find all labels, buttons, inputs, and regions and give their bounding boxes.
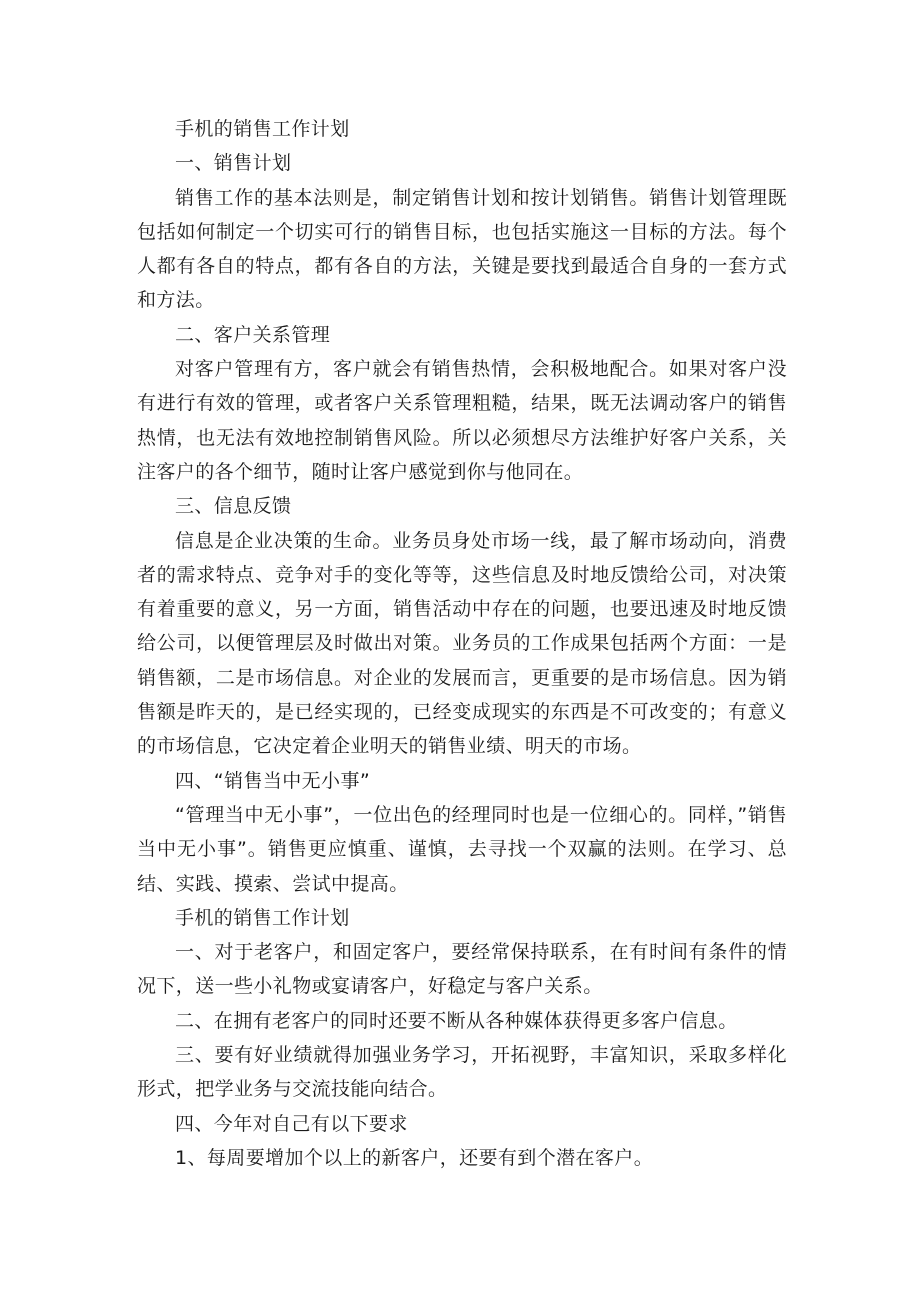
paragraph-sales-plan: 销售工作的基本法则是，制定销售计划和按计划销售。销售计划管理既包括如何制定一个切实可行的销售目标，也包括实施这一目标的方法。每个人都有各自的特点，都有各自的方法，关键是要找到最适合自身的一套方式和方法。 bbox=[137, 186, 787, 312]
paragraph-feedback: 信息是企业决策的生命。业务员身处市场一线，最了解市场动向，消费者的需求特点、竞争对手的变化等等，这些信息及时地反馈给公司，对决策有着重要的意义，另一方面，销售活动中存在的问题，也要迅速及时地反馈给公司，以便管理层及时做出对策。业务员的工作成果包括两个方面：一是销售额，二是市场信息。对企业的发展而言，更重要的是市场信息。因为销售额是昨天的，是已经实现的，已经变成现实的东西是不可改变的；有意义的市场信息，它决定着企业明天的销售业绩、明天的市场。 bbox=[137, 529, 787, 758]
paragraph-customer-relations: 对客户管理有方，客户就会有销售热情，会积极地配合。如果对客户没有进行有效的管理，或者客户关系管理粗糙，结果，既无法调动客户的销售热情，也无法有效地控制销售风险。所以必须想尽方法维护好客户关系，关注客户的各个细节，随时让客户感觉到你与他同在。 bbox=[137, 358, 787, 483]
section-heading-sales-plan: 一、销售计划 bbox=[175, 152, 292, 175]
paragraph-no-small-matters: “管理当中无小事”，一位出色的经理同时也是一位细心的。同样，”销售当中无小事”。销售更应慎重、谨慎，去寻找一个双赢的法则。在学习、总结、实践、摸索、尝试中提高。 bbox=[137, 803, 787, 895]
document-subtitle: 手机的销售工作计划 bbox=[175, 906, 350, 929]
list-item-old-customers: 一、对于老客户，和固定客户，要经常保持联系，在有时间有条件的情况下，送一些小礼物或宴请客户，好稳定与客户关系。 bbox=[137, 941, 787, 998]
section-heading-customer-relations: 二、客户关系管理 bbox=[175, 323, 331, 346]
section-heading-feedback: 三、信息反馈 bbox=[175, 495, 292, 518]
list-item-requirements: 四、今年对自己有以下要求 bbox=[175, 1112, 408, 1135]
document-title: 手机的销售工作计划 bbox=[175, 118, 350, 140]
list-item-business-learning: 三、要有好业绩就得加强业务学习，开拓视野，丰富知识，采取多样化形式，把学业务与交流技能向结合。 bbox=[137, 1044, 787, 1101]
list-item-new-customer-info: 二、在拥有老客户的同时还要不断从各种媒体获得更多客户信息。 bbox=[175, 1009, 738, 1032]
list-item-weekly-customers: 1、每周要增加个以上的新客户，还要有到个潜在客户。 bbox=[175, 1146, 654, 1169]
document-body bbox=[137, 112, 787, 1175]
section-heading-no-small-matters: 四、“销售当中无小事” bbox=[175, 769, 371, 792]
